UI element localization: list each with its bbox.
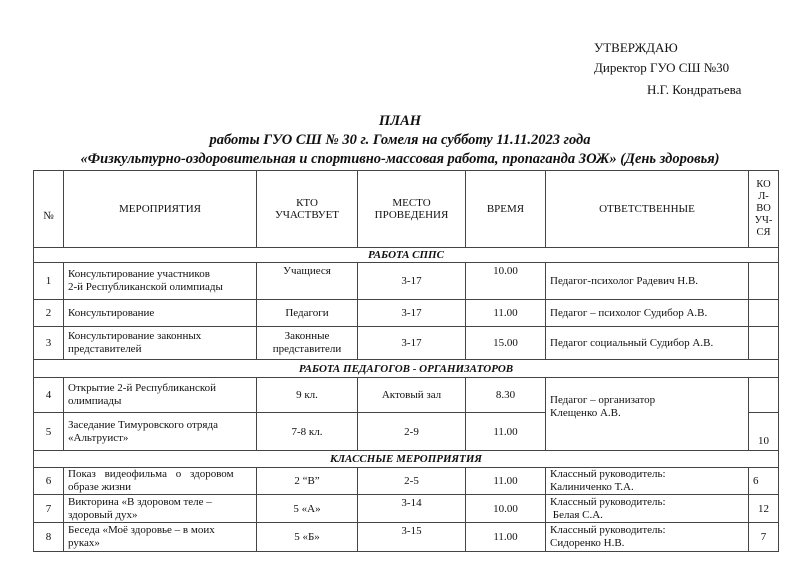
row-event-line1: Викторина «В здоровом теле – bbox=[68, 495, 212, 508]
row-responsible bbox=[546, 468, 749, 495]
header-place-line1: МЕСТО bbox=[392, 197, 431, 209]
table-row bbox=[34, 300, 779, 327]
row-count bbox=[749, 378, 779, 413]
document-title bbox=[0, 112, 800, 169]
row-count: 10 bbox=[749, 413, 779, 451]
header-time: ВРЕМЯ bbox=[466, 171, 546, 248]
row-participants: 7-8 кл. bbox=[257, 413, 358, 451]
section-title: КЛАССНЫЕ МЕРОПРИЯТИЯ bbox=[34, 451, 779, 468]
row-event bbox=[64, 413, 257, 451]
row-participants bbox=[257, 327, 358, 360]
row-responsible-line2: Сидоренко Н.В. bbox=[550, 537, 625, 549]
row-responsible-line2: Калиниченко Т.А. bbox=[550, 481, 634, 493]
header-participants bbox=[257, 171, 358, 248]
section-header-sppc bbox=[34, 248, 779, 263]
row-time: 11.00 bbox=[466, 523, 546, 552]
row-num: 6 bbox=[34, 468, 64, 495]
table-header-row bbox=[34, 171, 779, 248]
approval-signatory: Н.Г. Кондратьева bbox=[647, 82, 742, 97]
row-participants-line2: представители bbox=[272, 343, 342, 355]
row-num: 4 bbox=[34, 378, 64, 413]
row-place: 3-17 bbox=[358, 263, 466, 300]
row-participants: 9 кл. bbox=[257, 378, 358, 413]
header-participants-line1: КТО bbox=[296, 197, 318, 209]
header-place bbox=[358, 171, 466, 248]
row-place: 3-14 bbox=[358, 495, 466, 523]
header-count-l4: УЧ- bbox=[754, 215, 773, 226]
responsible-line1: Педагог – организатор bbox=[550, 394, 656, 406]
row-event-line2: олимпиады bbox=[68, 395, 122, 407]
row-event-line2: «Альтруист» bbox=[68, 431, 129, 444]
row-event-line1: Открытие 2-й Республиканской bbox=[68, 382, 217, 394]
row-responsible-line1: Классный руководитель: bbox=[550, 524, 666, 536]
row-num: 8 bbox=[34, 523, 64, 552]
row-time: 11.00 bbox=[466, 468, 546, 495]
row-count: 7 bbox=[749, 523, 779, 552]
title-plan: ПЛАН bbox=[378, 113, 422, 129]
title-theme: «Физкультурно-оздоровительная и спортивно-массовая работа, пропаганда ЗОЖ» (День здоровья) bbox=[80, 151, 720, 167]
row-count bbox=[749, 300, 779, 327]
header-place-line2: ПРОВЕДЕНИЯ bbox=[374, 209, 449, 221]
row-event bbox=[64, 495, 257, 523]
row-time: 10.00 bbox=[466, 495, 546, 523]
section-title: РАБОТА ПЕДАГОГОВ - ОРГАНИЗАТОРОВ bbox=[34, 360, 779, 378]
header-num: № bbox=[34, 171, 64, 248]
row-event bbox=[64, 263, 257, 300]
section-header-organizers bbox=[34, 360, 779, 378]
section-header-class-events bbox=[34, 451, 779, 468]
row-event-line2: представителей bbox=[68, 343, 142, 355]
table-row bbox=[34, 468, 779, 495]
row-event-line2: 2-й Республиканской олимпиады bbox=[68, 281, 223, 293]
table-row bbox=[34, 327, 779, 360]
row-event bbox=[64, 523, 257, 552]
header-participants-line2: УЧАСТВУЕТ bbox=[274, 209, 340, 221]
row-event bbox=[64, 468, 257, 495]
row-event-line2: руках» bbox=[68, 537, 100, 549]
row-responsible bbox=[546, 495, 749, 523]
header-count-l5: СЯ bbox=[756, 227, 771, 238]
row-event-line1: Показ видеофильма о здоровом bbox=[68, 468, 234, 480]
row-participants: Учащиеся bbox=[257, 263, 358, 300]
row-num: 3 bbox=[34, 327, 64, 360]
table-row bbox=[34, 523, 779, 552]
row-place: 3-15 bbox=[358, 523, 466, 552]
row-event bbox=[64, 327, 257, 360]
row-count: 12 bbox=[749, 495, 779, 523]
row-place: 2-9 bbox=[358, 413, 466, 451]
approval-position: Директор ГУО СШ №30 bbox=[594, 60, 730, 75]
row-responsible-shared bbox=[546, 378, 749, 451]
header-count-l3: ВО bbox=[756, 203, 771, 214]
row-participants: 2 “В” bbox=[257, 468, 358, 495]
plan-table bbox=[33, 170, 779, 552]
row-participants-line1: Законные bbox=[284, 330, 330, 342]
header-count-l1: КО bbox=[756, 179, 771, 190]
row-place: 3-17 bbox=[358, 327, 466, 360]
row-participants: Педагоги bbox=[257, 300, 358, 327]
approval-heading: УТВЕРЖДАЮ bbox=[594, 40, 678, 55]
section-title: РАБОТА СППС bbox=[34, 248, 779, 263]
row-responsible: Педагог социальный Судибор А.В. bbox=[546, 327, 749, 360]
header-count-l2: Л- bbox=[758, 191, 769, 202]
row-event-line1: Заседание Тимуровского отряда bbox=[68, 418, 218, 431]
row-participants: 5 «Б» bbox=[257, 523, 358, 552]
row-count bbox=[749, 263, 779, 300]
row-responsible: Педагог-психолог Радевич Н.В. bbox=[546, 263, 749, 300]
row-event-line2: образе жизни bbox=[68, 481, 132, 493]
row-place: Актовый зал bbox=[358, 378, 466, 413]
row-num: 7 bbox=[34, 495, 64, 523]
row-event-line1: Консультирование участников bbox=[68, 268, 210, 280]
title-subtitle: работы ГУО СШ № 30 г. Гомеля на субботу 11.11.2023 года bbox=[209, 132, 591, 148]
row-time: 11.00 bbox=[466, 300, 546, 327]
header-responsible: ОТВЕТСТВЕННЫЕ bbox=[546, 171, 749, 248]
row-responsible: Педагог – психолог Судибор А.В. bbox=[546, 300, 749, 327]
row-event bbox=[64, 378, 257, 413]
row-responsible-line2: Белая С.А. bbox=[550, 508, 603, 521]
row-num: 2 bbox=[34, 300, 64, 327]
row-place: 2-5 bbox=[358, 468, 466, 495]
table-row bbox=[34, 263, 779, 300]
row-time: 11.00 bbox=[466, 413, 546, 451]
row-time: 8.30 bbox=[466, 378, 546, 413]
responsible-line2: Клещенко А.В. bbox=[550, 407, 621, 419]
row-num: 1 bbox=[34, 263, 64, 300]
row-place: 3-17 bbox=[358, 300, 466, 327]
row-event-line2: здоровый дух» bbox=[68, 508, 138, 521]
row-responsible bbox=[546, 523, 749, 552]
row-event: Консультирование bbox=[64, 300, 257, 327]
table-row bbox=[34, 378, 779, 413]
row-event-line1: Консультирование законных bbox=[68, 330, 202, 342]
row-time: 15.00 bbox=[466, 327, 546, 360]
row-participants: 5 «А» bbox=[257, 495, 358, 523]
row-num: 5 bbox=[34, 413, 64, 451]
row-responsible-line1: Классный руководитель: bbox=[550, 468, 666, 480]
row-count bbox=[749, 327, 779, 360]
table-row bbox=[34, 495, 779, 523]
row-count: 6 bbox=[749, 468, 779, 495]
header-count bbox=[749, 171, 779, 248]
row-time: 10.00 bbox=[466, 263, 546, 300]
row-responsible-line1: Классный руководитель: bbox=[550, 495, 666, 508]
row-event-line1: Беседа «Моё здоровье – в моих bbox=[68, 524, 215, 536]
header-event: МЕРОПРИЯТИЯ bbox=[64, 171, 257, 248]
